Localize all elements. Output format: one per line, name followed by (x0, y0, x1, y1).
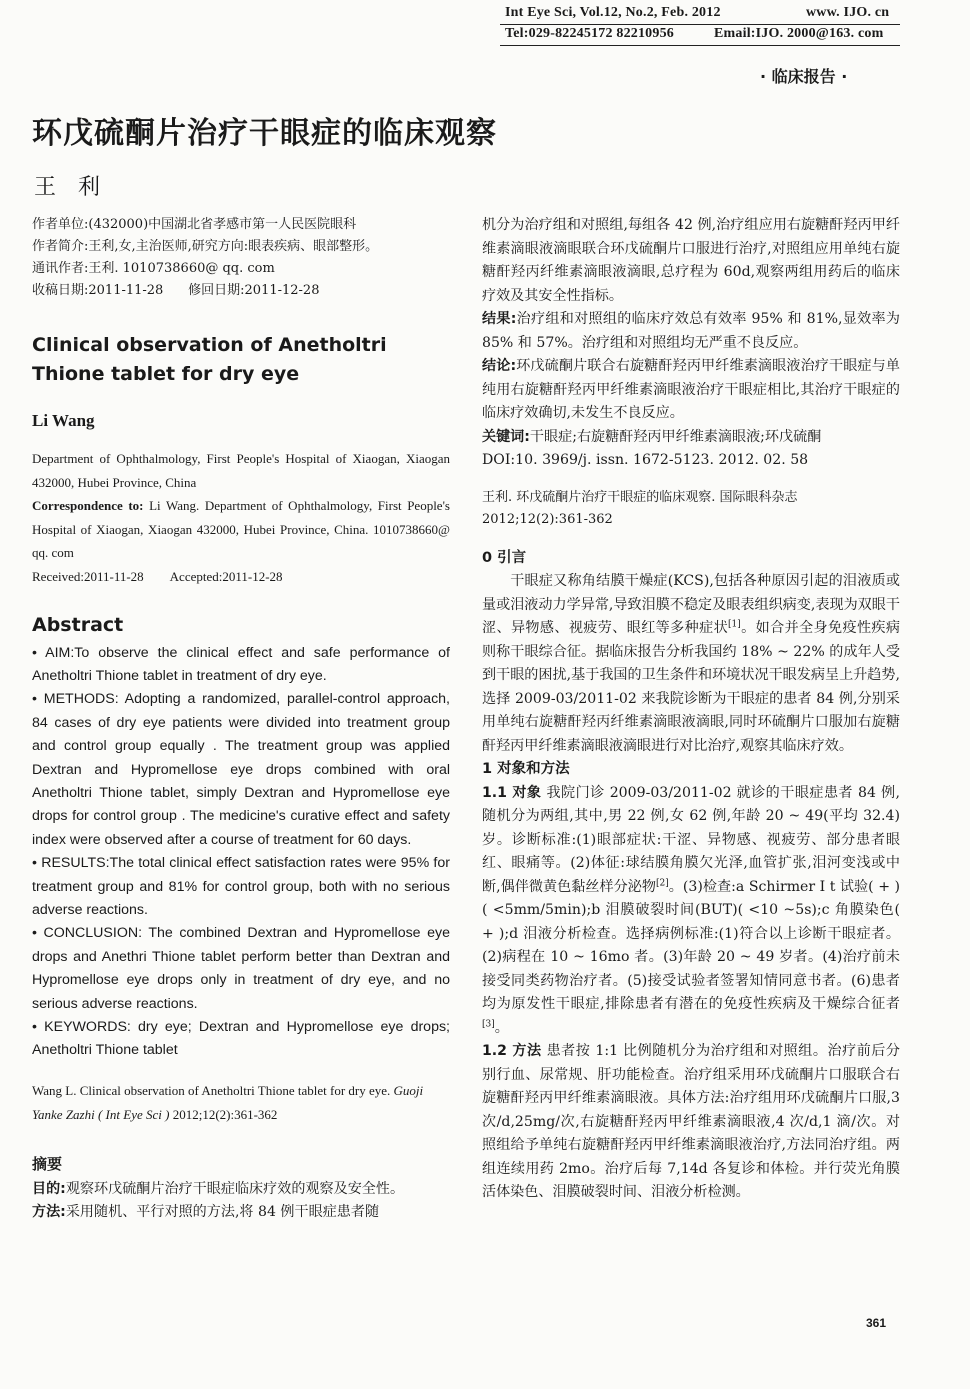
citation-en-pre: Wang L. Clinical observation of Anetholtri Thione tablet for dry eye. (32, 1082, 391, 1098)
corresponding-author-cn: 通讯作者:王利. 1010738660@ qq. com (32, 261, 275, 276)
section-1-2 (482, 1040, 900, 1205)
abstract-en (32, 642, 450, 1063)
abstract-cn-keywords-text: 干眼症;右旋糖酐羟丙甲纤维素滴眼液;环戊硫酮 (529, 428, 822, 445)
journal-email: Email:IJO. 2000@163. com (714, 26, 884, 41)
section-1-1-label: 1.1 对象 (482, 784, 542, 801)
abstract-methods: • METHODS: Adopting a randomized, parallel-control approach, 84 cases of dry eye patients were divided into treatment group and control group equally . The treatment group was applied Dextran and Hypromellose eye drops combined with oral Anetholtri Thione tablet, simply Dextran and Hypromellose eye drops for control group . The medicine's curative effect and safety index were observed after a course of treatment for 60 days. (32, 691, 450, 848)
abstract-cn-methods-start (32, 1201, 450, 1225)
right-column (482, 214, 900, 1205)
intro-heading: 0 引言 (482, 549, 527, 566)
journal-header: Int Eye Sci, Vol.12, No.2, Feb. 2012 (505, 5, 721, 20)
received-date-en: Received:2011-11-28 (32, 568, 144, 584)
section-1-1-text-b: 。(3)检查:a Schirmer Ⅰ t 试验( + )( <5mm/5min);b 泪膜破裂时间(BUT)( <10 ~5s);c 角膜染色( + );d 泪液分析检查。选择病例标准:(1)符合以上诊断干眼症者。(2)病程在 10 ~ 16mo 者。(3)年龄 20 ~ 49 岁者。(4)治疗前未接受同类药物治疗者。(5)接受试验者签署知情同意书者。(6)患者均为原发性干眼症,排除患者有潜在的免疫性疾病及干燥综合征者 (482, 878, 901, 1012)
section-1-2-label: 1.2 方法 (482, 1043, 542, 1059)
citation-en (32, 1079, 450, 1127)
section-tag: · 临床报告 · (760, 67, 848, 86)
affiliation-cn: 作者单位:(432000)中国湖北省孝感市第一人民医院眼科 (32, 217, 357, 232)
article-title-en: Clinical observation of Anetholtri Thione tablet for dry eye (32, 334, 387, 385)
correspondence-label: Correspondence to: (32, 498, 144, 513)
left-column (32, 214, 450, 1225)
intro-text-b: 。如合并全身免疫性疾病则称干眼综合征。据临床报告分析我国约 18% ~ 22% 的成年人受到干眼的困扰,基于我国的卫生条件和环境状况干眼发病呈上升趋势,选择 2009-03/2011-02 来我院诊断为干眼症的患者 84 例,分别采用单纯右旋糖酐羟丙纤维素滴眼液滴眼,同时环硫酮片口服加右旋糖酐羟丙甲纤维素滴眼液滴眼进行对比治疗,观察其临床疗效。 (482, 620, 901, 754)
abstract-cn-methods-label: 方法: (32, 1204, 66, 1221)
ref-2: [2] (656, 877, 669, 888)
page-number: 361 (866, 1316, 887, 1330)
section-1-2-text: 患者按 1:1 比例随机分为治疗组和对照组。治疗前后分别行血、尿常规、肝功能检查。治疗组采用环戊硫酮片口服联合右旋糖酐羟丙甲纤维素滴眼液。具体方法:治疗组用环戊硫酮片口服,3 次/d,25mg/次,右旋糖酐羟丙甲纤维素滴眼液,4 次/d,1 滴/次。对照组给予单纯右旋糖酐羟丙甲纤维素滴眼液治疗,方法同治疗组。两组连续用药 2mo。治疗后每 7,14d 各复诊和体检。并行荧光角膜活体染色、泪膜破裂时间、泪液分析检测。 (482, 1043, 900, 1200)
correspondence-text: Li Wang. Department of Ophthalmology, First People's Hospital of Xiaogan, Xiaogan 432000, Hubei Province, China. 1010738660@ qq. com (32, 498, 450, 560)
ref-3: [3] (482, 1018, 495, 1029)
received-date-cn: 收稿日期:2011-11-28 (32, 283, 164, 298)
citation-cn: 王利. 环戊硫酮片治疗干眼症的临床观察. 国际眼科杂志 2012;12(2):361-362 (482, 489, 798, 527)
accepted-date-en: Accepted:2011-12-28 (169, 568, 283, 584)
abstract-cn-methods-cont: 机分为治疗组和对照组,每组各 42 例,治疗组应用右旋糖酐羟丙甲纤维素滴眼液滴眼联合环戊硫酮片口服进行治疗,对照组应用单纯右旋糖酐羟丙纤维素滴眼液滴眼,总疗程为 60d,观察两组用药后的临床疗效及其安全性指标。 (482, 217, 900, 304)
section-1-1-text-c: 。 (494, 1019, 509, 1036)
doi: DOI:10. 3969/j. issn. 1672-5123. 2012. 02. 58 (482, 452, 809, 468)
correspondence-en (32, 494, 450, 565)
abstract-cn-aim-label: 目的: (32, 1180, 66, 1197)
journal-telephone: Tel:029-82245172 82210956 (505, 26, 674, 41)
abstract-aim: • AIM:To observe the clinical effect and safe performance of Anetholtri Thione tablet in treatment of dry eye. (32, 644, 450, 684)
citation-en-journal: Guoji Yanke Zazhi ( Int Eye Sci ) (32, 1082, 424, 1122)
section-1-1 (482, 782, 900, 1041)
abstract-cn-left (32, 1178, 450, 1225)
ref-1: [1] (728, 619, 741, 630)
abstract-cn-right (482, 214, 900, 473)
affiliation-en: Department of Ophthalmology, First People's Hospital of Xiaogan, Xiaogan 432000, Hubei Province, China (32, 451, 450, 490)
abstract-conclusion: • CONCLUSION: The combined Dextran and Hypromellose eye drops and Anethri Thione tablet perform better than Dextran and Hypromellose eye drops only in treatment of dry eye, and no serious adverse reactions. (32, 925, 450, 1012)
abstract-cn-results-text: 治疗组和对照组的临床疗效总有效率 95% 和 81%,显效率为 85% 和 57%。治疗组和对照组均无严重不良反应。 (482, 311, 900, 351)
abstract-cn-results-label: 结果: (482, 311, 517, 327)
abstract-cn-conclusion-label: 结论: (482, 358, 517, 374)
abstract-cn-keywords-label: 关键词: (482, 428, 530, 445)
abstract-cn-conclusion (482, 355, 900, 426)
journal-website: www. IJO. cn (806, 5, 890, 20)
abstract-keywords: • KEYWORDS: dry eye; Dextran and Hypromellose eye drops; Anetholtri Thione tablet (32, 1019, 450, 1059)
abstract-cn-results (482, 308, 900, 355)
author-name-cn: 王利 (34, 175, 123, 200)
header-rule-top (500, 24, 900, 25)
abstract-results: • RESULTS:The total clinical effect satisfaction rates were 95% for treatment group and 81% for control group, both with no serious adverse reactions. (32, 855, 450, 918)
abstract-cn-aim (32, 1178, 450, 1202)
revised-date-cn: 修回日期:2011-12-28 (188, 283, 320, 298)
methods-heading: 1 对象和方法 (482, 761, 570, 777)
citation-en-post: 2012;12(2):361-362 (169, 1106, 278, 1122)
header-rule-bottom (500, 45, 900, 46)
author-name-en: Li Wang (32, 411, 95, 430)
article-title-cn: 环戊硫酮片治疗干眼症的临床观察 (32, 116, 497, 151)
author-bio-cn: 作者简介:王利,女,主治医师,研究方向:眼表疾病、眼部整形。 (32, 239, 379, 254)
abstract-cn-keywords (482, 426, 900, 450)
intro-paragraph (482, 570, 900, 758)
abstract-cn-aim-text: 观察环戊硫酮片治疗干眼症临床疗效的观察及安全性。 (65, 1180, 405, 1197)
article-meta-cn (32, 214, 450, 302)
dates-cn (32, 280, 450, 302)
abstract-cn-heading: 摘要 (32, 1154, 63, 1173)
abstract-cn-methods-left: 采用随机、平行对照的方法,将 84 例干眼症患者随 (65, 1204, 380, 1221)
section-1-1-text-a: 我院门诊 2009-03/2011-02 就诊的干眼症患者 84 例,随机分为两组,其中,男 22 例,女 62 例,年龄 20 ~ 49(平均 32.4)岁。诊断标准:(1)眼部症状:干涩、异物感、视疲劳、部分患者眼红、眼痛等。(2)体征:球结膜角膜欠光泽,血管扩张,泪河变浅或中断,偶伴微黄色黏丝样分泌物 (482, 784, 901, 895)
intro-text-a: 干眼症又称角结膜干燥症(KCS),包括各种原因引起的泪液质或量或泪液动力学异常,导致泪膜不稳定及眼表组织病变,表现为双眼干涩、异物感、视疲劳、眼红等多种症状 (482, 573, 900, 636)
abstract-heading: Abstract (32, 613, 124, 636)
dates-en (32, 565, 450, 588)
abstract-cn-conclusion-text: 环戊硫酮片联合右旋糖酐羟丙甲纤维素滴眼液治疗干眼症与单纯用右旋糖酐羟丙甲纤维素滴眼液治疗干眼症相比,其治疗干眼症的临床疗效确切,未发生不良反应。 (482, 358, 900, 421)
